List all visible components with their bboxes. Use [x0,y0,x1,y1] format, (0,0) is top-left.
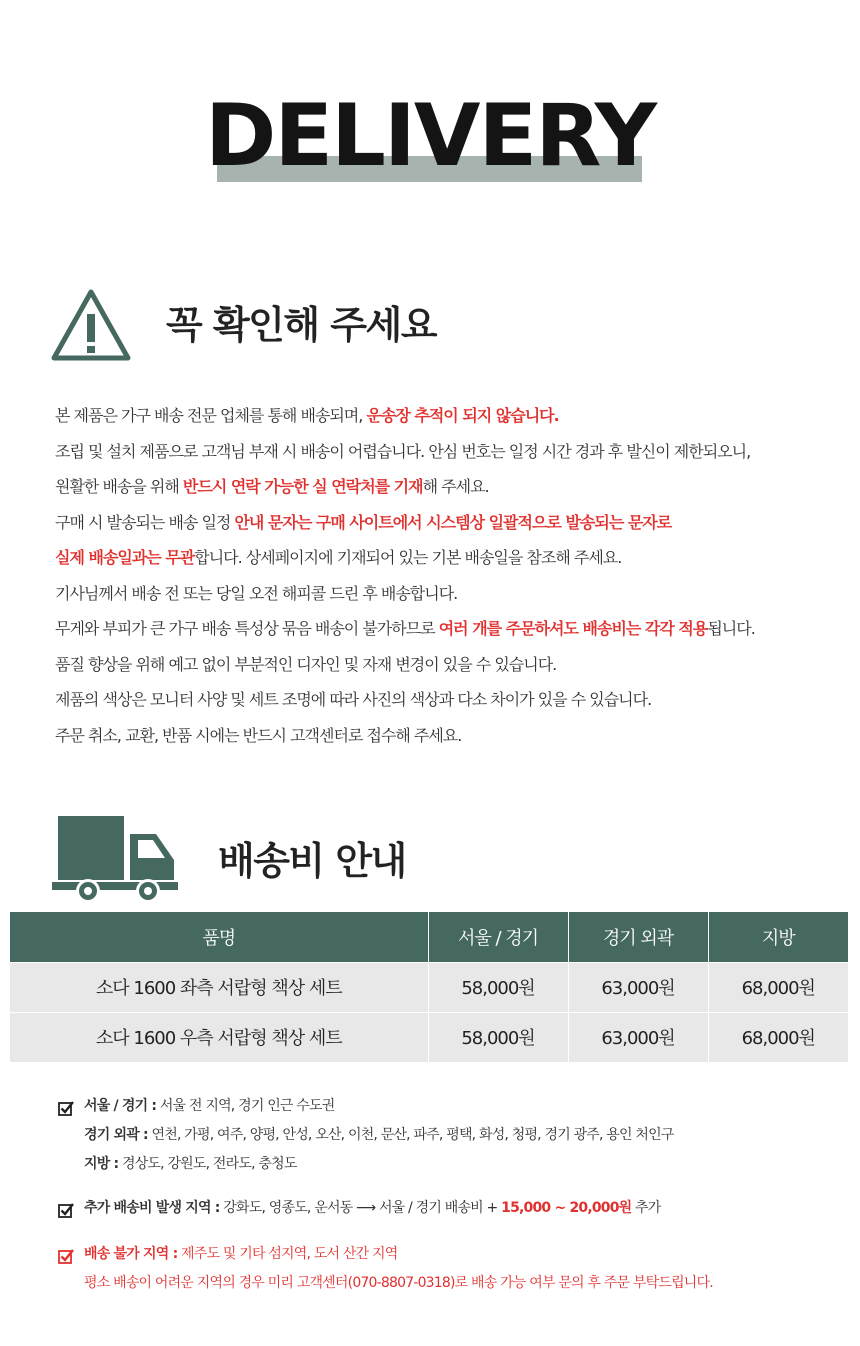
page-title: DELIVERY [204,86,656,186]
region-local-label: 지방 : [84,1156,119,1172]
unavailable-text: 제주도 및 기타 섬지역, 도서 산간 지역 [177,1246,398,1262]
extra-fee-row [58,1194,848,1223]
notice-text: 기사님께서 배송 전 또는 당일 오전 해피콜 드린 후 배송합니다. [55,583,458,603]
notice-text: 합니다. 상세페이지에 기재되어 있는 기본 배송일을 참조해 주세요. [194,548,622,567]
notice-text: 주문 취소, 교환, 반품 시에는 반드시 고객센터로 접수해 주세요. [55,725,462,745]
notice-highlight: 운송장 추적이 되지 않습니다. [366,406,559,425]
region-info [58,1092,848,1179]
notice-item [55,682,835,718]
title-section [0,88,860,188]
notice-heading: 꼭 확인해 주세요 [166,303,436,347]
extra-fee-suffix: 추가 [631,1200,661,1216]
notice-item [55,398,835,434]
unavailable-info [58,1240,848,1298]
region-seoul [58,1092,848,1121]
notice-text: 원활한 배송을 위해 [55,477,183,496]
col-header-local: 지방 [708,912,848,962]
unavailable-note: 평소 배송이 어려운 지역의 경우 미리 고객센터(070-8807-0318)로 배송 가능 여부 문의 후 주문 부탁드립니다. [84,1275,713,1291]
price-local: 68,000원 [708,1012,848,1062]
extra-fee-label: 추가 배송비 발생 지역 : [84,1200,220,1216]
notice-text: 조립 및 설치 제품으로 고객님 부재 시 배송이 어렵습니다. 안심 번호는 일정 시간 경과 후 발신이 제한되오니, [55,441,751,461]
region-outer-label: 경기 외곽 : [84,1127,148,1143]
fee-header [0,812,860,892]
checkbox-icon [58,1202,74,1218]
notice-text: 품질 향상을 위해 예고 없이 부분적인 디자인 및 자재 변경이 있을 수 있습니다. [55,654,557,674]
product-name: 소다 1600 좌측 서랍형 책상 세트 [10,962,428,1012]
notice-highlight: 실제 배송일과는 무관 [55,548,195,567]
truck-icon [52,816,180,906]
product-name: 소다 1600 우측 서랍형 책상 세트 [10,1012,428,1062]
notice-item [55,647,835,683]
notice-highlight: 반드시 연락 가능한 실 연락처를 기재 [182,477,423,496]
notice-text: 본 제품은 가구 배송 전문 업체를 통해 배송되며, [55,406,367,425]
price-local: 68,000원 [708,962,848,1012]
fee-table [10,912,848,1062]
region-local-text: 경상도, 강원도, 전라도, 충청도 [118,1156,297,1172]
region-seoul-text: 서울 전 지역, 경기 인근 수도권 [156,1098,335,1114]
notice-item [55,469,835,505]
fee-heading: 배송비 안내 [218,839,406,883]
notice-item [55,576,835,612]
table-header-row [10,912,848,962]
table-row [10,1012,848,1062]
notice-text: 구매 시 발송되는 배송 일정 [55,512,235,532]
region-local [58,1150,848,1179]
notice-list [55,398,835,753]
notice-text: 무게와 부피가 큰 가구 배송 특성상 묶음 배송이 불가하므로 [55,619,439,638]
checkbox-icon [58,1248,74,1264]
notice-highlight: 여러 개를 주문하셔도 배송비는 각각 적용 [438,619,708,638]
notice-header [0,284,860,364]
notice-item [55,611,835,647]
region-outer [58,1121,848,1150]
price-seoul: 58,000원 [428,962,568,1012]
extra-fee-info [58,1194,848,1223]
price-outer: 63,000원 [568,962,708,1012]
table-row [10,962,848,1012]
col-header-product: 품명 [10,912,428,962]
col-header-outer: 경기 외곽 [568,912,708,962]
unavailable-row [58,1240,848,1269]
notice-text: 해 주세요. [422,477,489,496]
extra-fee-amount: 15,000 ~ 20,000원 [501,1200,632,1216]
region-seoul-label: 서울 / 경기 : [84,1098,157,1114]
unavailable-label: 배송 불가 지역 : [84,1246,178,1262]
notice-item [55,540,835,576]
notice-text: 제품의 색상은 모니터 사양 및 세트 조명에 따라 사진의 색상과 다소 차이가 있을 수 있습니다. [55,690,652,709]
warning-icon [50,288,132,362]
checkbox-icon [58,1100,74,1116]
notice-highlight: 안내 문자는 구매 사이트에서 시스템상 일괄적으로 발송되는 문자로 [234,512,672,532]
col-header-seoul: 서울 / 경기 [428,912,568,962]
notice-item [55,718,835,754]
notice-item [55,434,835,470]
notice-text: 됩니다. [707,619,755,638]
extra-fee-text: 강화도, 영종도, 운서동 ⟶ 서울 / 경기 배송비 + [219,1200,502,1216]
notice-item [55,505,835,541]
price-seoul: 58,000원 [428,1012,568,1062]
price-outer: 63,000원 [568,1012,708,1062]
region-outer-text: 연천, 가평, 여주, 양평, 안성, 오산, 이천, 문산, 파주, 평택, 화성, 청평, 경기 광주, 용인 처인구 [147,1127,674,1143]
